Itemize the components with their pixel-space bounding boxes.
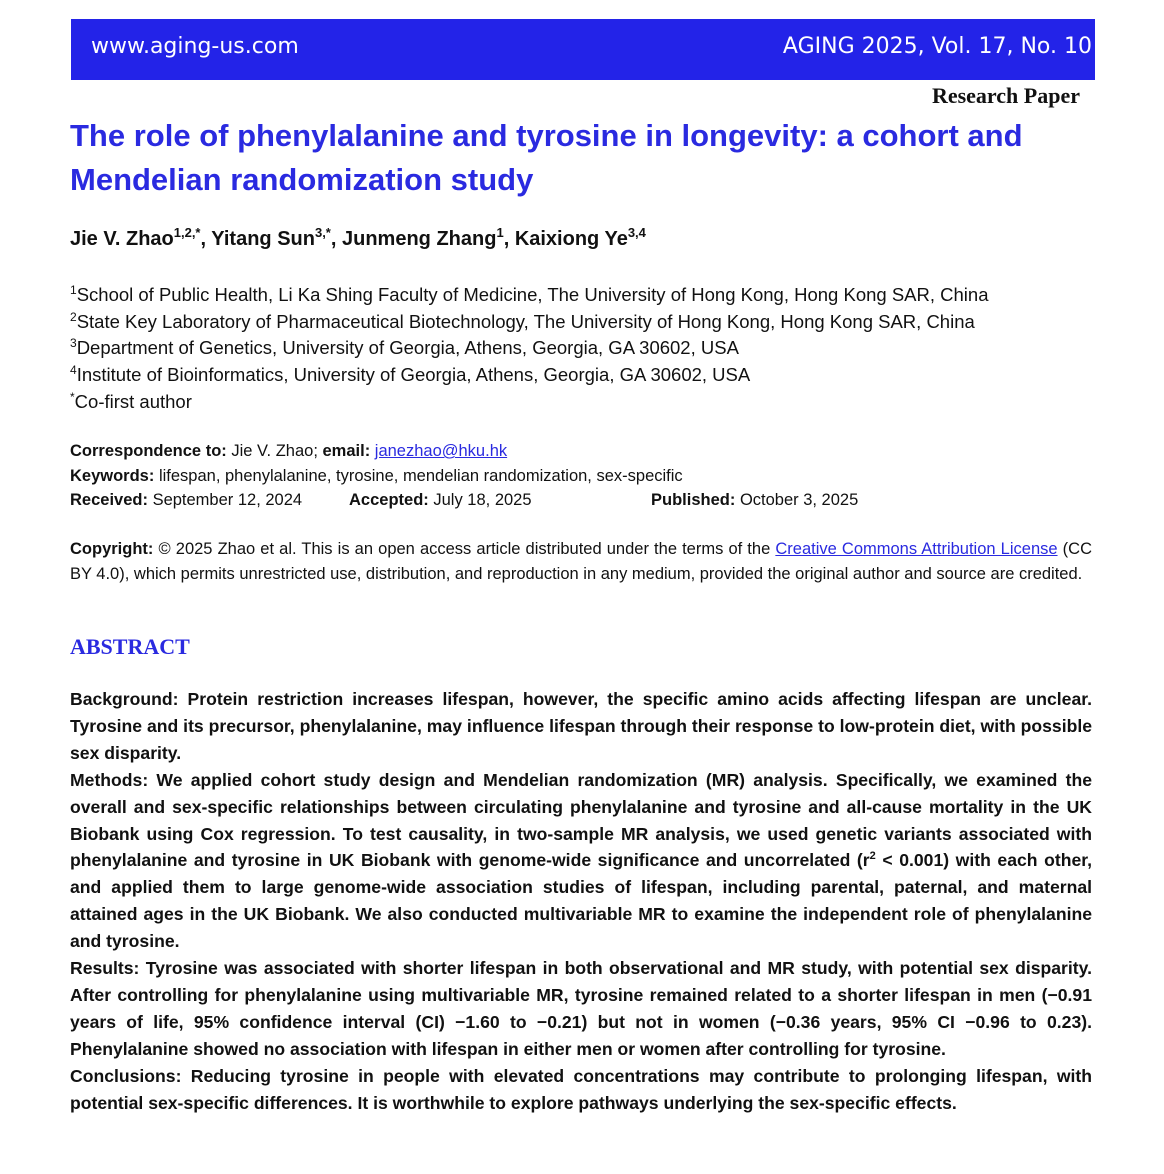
affiliation-item [70,389,988,416]
email-link[interactable]: janezhao@hku.hk [374,442,508,460]
affiliation-mark: 4 [70,363,77,378]
dates-row [70,488,1100,513]
affiliation-item [70,282,988,309]
affiliation-list [70,282,988,416]
correspondence-label: Correspondence to: [70,442,227,460]
affiliation-mark: 2 [70,309,77,324]
affiliation-item [70,309,988,336]
copyright-text: © 2025 Zhao et al. This is an open access article distributed under the terms of the [158,540,771,558]
methods-text: Methods: We applied cohort study design and Mendelian randomization (MR) analysis. Specifically, we examined the overall and sex-specific relationships between circulating phenylalanine and tyrosine and all-cause mortality in the UK Biobank using Cox regression. To test causality, in two-sample MR analysis, we used genetic variants associated with phenylalanine and tyrosine in UK Biobank with genome-wide significance and uncorrelated (r [70,769,1092,871]
received-value: September 12, 2024 [152,491,303,509]
affiliation-text: Co-first author [74,390,192,412]
affiliation-mark: 3 [70,336,77,351]
correspondence-row [70,439,1100,464]
methods-text-end: < 0.001) with each other, and applied them to large genome-wide association studies of lifespan, including parental, paternal, and maternal attained ages in the UK Biobank. We also conducted multivariable MR to examine the independent role of phenylalanine and tyrosine. [70,850,1092,952]
author-name: Kaixiong Ye [514,228,628,250]
affiliation-text: State Key Laboratory of Pharmaceutical Biotechnology, The University of Hong Kong, Hong Kong SAR, China [76,310,975,332]
received-label: Received: [70,491,148,509]
email-label: email: [322,442,371,460]
license-link[interactable]: Creative Commons Attribution License [775,540,1058,558]
keywords-value: lifespan, phenylalanine, tyrosine, mendelian randomization, sex-specific [158,466,683,485]
affiliation-text: Department of Genetics, University of Georgia, Athens, Georgia, GA 30602, USA [76,337,739,359]
author-separator: , [503,228,515,250]
affiliation-text: Institute of Bioinformatics, University of Georgia, Athens, Georgia, GA 30602, USA [76,364,751,386]
copyright-text-end: (CC BY 4.0), which permits unrestricted use, distribution, and reproduction in any medium, provided the original author and source are credited. [70,540,1092,583]
author-affil-mark: 1,2,* [173,225,201,240]
author-name: Yitang Sun [211,228,315,250]
author-name: Junmeng Zhang [342,228,497,250]
affiliation-item [70,362,988,389]
keywords-row [70,464,1100,489]
author-affil-mark: 3,4 [627,225,646,240]
affiliation-mark: 1 [70,283,77,297]
abstract-background: Background: Protein restriction increases lifespan, however, the specific amino acids affecting lifespan are unclear. Tyrosine and its precursor, phenylalanine, may influence lifespan through their response to low-protein diet, with possible sex disparity. [70,689,1092,763]
accepted-date [349,488,532,513]
published-date [651,488,858,513]
copyright-label: Copyright: [70,540,154,558]
keywords-label: Keywords: [70,466,155,485]
affiliation-mark: * [70,389,75,404]
published-value: October 3, 2025 [739,491,859,509]
copyright-notice [70,537,1092,586]
abstract-heading: ABSTRACT [70,634,190,659]
affiliation-item [70,335,988,362]
published-label: Published: [651,491,736,509]
abstract-methods [70,767,1092,955]
author-name: Jie V. Zhao [70,228,174,250]
author-list [70,225,646,251]
journal-banner [71,19,1095,80]
accepted-label: Accepted: [349,491,429,509]
correspondence-name: Jie V. Zhao; [231,442,318,460]
author-affil-mark: 3,* [314,225,331,240]
abstract-results: Results: Tyrosine was associated with shorter lifespan in both observational and MR study, with potential sex disparity. After controlling for phenylalanine using multivariable MR, tyrosine remained related to a shorter lifespan in men (−0.91 years of life, 95% confidence interval (CI) −1.60 to −0.21) but not in women (−0.36 years, 95% CI −0.96 to 0.23). Phenylalanine showed no association with lifespan in either men or women after controlling for tyrosine. [70,958,1092,1059]
article-metadata [70,439,1100,513]
abstract-conclusions: Conclusions: Reducing tyrosine in people with elevated concentrations may contribute to prolonging lifespan, with potential sex-specific differences. It is worthwhile to explore pathways underlying the sex-specific effects. [70,1065,1092,1113]
accepted-value: July 18, 2025 [433,491,532,509]
abstract-body [70,686,1092,1117]
methods-superscript: 2 [869,850,876,863]
author-separator: , [330,228,342,250]
journal-issue: AGING 2025, Vol. 17, No. 10 [782,34,1092,59]
received-date [70,488,302,513]
paper-title: The role of phenylalanine and tyrosine in longevity: a cohort and Mendelian randomization study [70,118,1023,197]
author-affil-mark: 1 [496,225,504,240]
paper-type: Research Paper [931,83,1080,108]
affiliation-text: School of Public Health, Li Ka Shing Faculty of Medicine, The University of Hong Kong, Hong Kong SAR, China [76,284,989,305]
site-link[interactable]: www.aging-us.com [91,34,299,59]
author-separator: , [200,228,212,250]
